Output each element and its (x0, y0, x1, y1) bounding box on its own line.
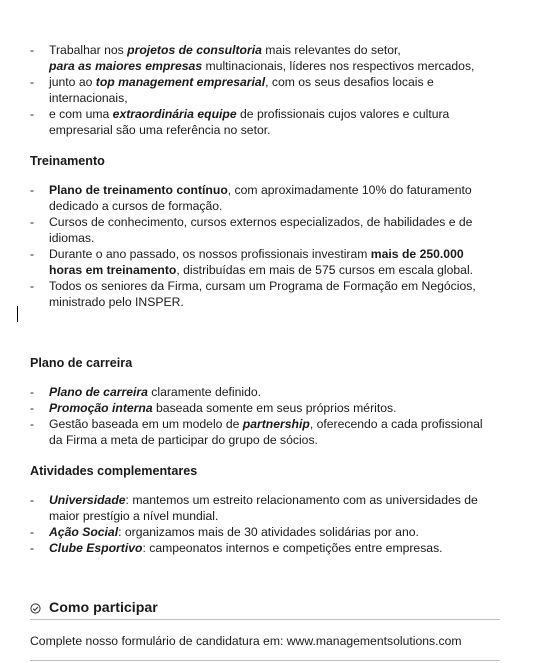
list-item (30, 400, 490, 416)
bullet-dash: - (30, 385, 35, 399)
bullet-dash: - (30, 541, 35, 555)
emphasized-text: Plano de carreira (49, 385, 148, 399)
list-item (30, 42, 490, 74)
list-item-text: , com os seus desafios locais e internacionais, (49, 75, 434, 105)
bullet-dash: - (30, 75, 35, 89)
emphasized-text: Plano de treinamento contínuo (49, 183, 228, 197)
list-item-text: : organizamos mais de 30 atividades solidárias por ano. (118, 525, 419, 539)
emphasized-text: projetos de consultoria (127, 43, 262, 57)
list-item-text: mais relevantes do setor, (261, 43, 401, 57)
list-item-text: baseada somente em seus próprios méritos. (152, 401, 397, 415)
list-item (30, 384, 490, 400)
list-item-text: Todos os seniores da Firma, cursam um Programa de Formação em Negócios, ministrado pelo INSPER. (49, 279, 476, 309)
como-participar-text: Complete nosso formulário de candidatura em: www.managementsolutions.com (30, 634, 462, 648)
treinamento-list (30, 182, 490, 310)
atividades-list (30, 492, 490, 556)
list-item-text: : mantemos um estreito relacionamento com as universidades de maior prestígio a nível mundial. (49, 493, 478, 523)
list-item-text: e com uma (49, 107, 113, 121)
bullet-dash: - (30, 247, 35, 261)
list-item (30, 524, 490, 540)
list-item (30, 416, 490, 448)
list-item-text: : campeonatos internos e competições entre empresas. (142, 541, 443, 555)
list-item (30, 246, 490, 278)
list-item-text: , oferecendo a cada profissional da Firma a meta de participar do grupo de sócios. (49, 417, 483, 447)
list-item (30, 106, 490, 138)
emphasized-text: Promoção interna (49, 401, 153, 415)
list-item (30, 540, 490, 556)
emphasized-text: Clube Esportivo (49, 541, 143, 555)
list-item-text: claramente definido. (147, 385, 262, 399)
como-participar-heading (30, 599, 158, 617)
list-item-text: Trabalhar nos (49, 43, 128, 57)
emphasized-text: top management empresarial (95, 75, 266, 89)
section-divider-bottom (30, 660, 500, 661)
bullet-dash: - (30, 107, 35, 121)
check-circle-icon (30, 603, 41, 614)
bullet-dash: - (30, 401, 35, 415)
emphasized-text: Universidade (49, 493, 126, 507)
list-item-text: Gestão baseada em um modelo de (49, 417, 243, 431)
bullet-dash: - (30, 215, 35, 229)
list-item-text: Durante o ano passado, os nossos profissionais investiram (49, 247, 371, 261)
bullet-dash: - (30, 493, 35, 507)
list-item-text: multinacionais, líderes nos respectivos mercados, (202, 59, 475, 73)
bullet-dash: - (30, 279, 35, 293)
list-item-text: , com aproximadamente 10% do faturamento dedicado a cursos de formação. (49, 183, 472, 213)
list-item-text: de profissionais cujos valores e cultura empresarial são uma referência no setor. (49, 107, 450, 137)
bullet-dash: - (30, 417, 35, 431)
bullet-dash: - (30, 183, 35, 197)
text-cursor (17, 306, 18, 322)
intro-list (30, 42, 490, 138)
section-divider-top (30, 619, 500, 620)
plano-list (30, 384, 490, 448)
como-participar-title: Como participar (49, 600, 158, 616)
emphasized-text: para as maiores empresas (49, 59, 203, 73)
list-item (30, 182, 490, 214)
emphasized-text: Ação Social (49, 525, 119, 539)
bullet-dash: - (30, 43, 35, 57)
emphasized-text: mais de 250.000 horas em treinamento (49, 247, 464, 277)
section-title-treinamento: Treinamento (30, 154, 105, 168)
emphasized-text: extraordinária equipe (112, 107, 237, 121)
section-title-atividades: Atividades complementares (30, 464, 198, 478)
list-item-text: Cursos de conhecimento, cursos externos especializados, de habilidades e de idiomas. (49, 215, 473, 245)
list-item-text: junto ao (49, 75, 96, 89)
list-item (30, 74, 490, 106)
list-item (30, 214, 490, 246)
bullet-dash: - (30, 525, 35, 539)
section-title-plano-de-carreira: Plano de carreira (30, 356, 133, 370)
emphasized-text: partnership (242, 417, 310, 431)
list-item (30, 278, 490, 310)
list-item (30, 492, 490, 524)
list-item-text: , distribuídas em mais de 575 cursos em escala global. (176, 263, 474, 277)
